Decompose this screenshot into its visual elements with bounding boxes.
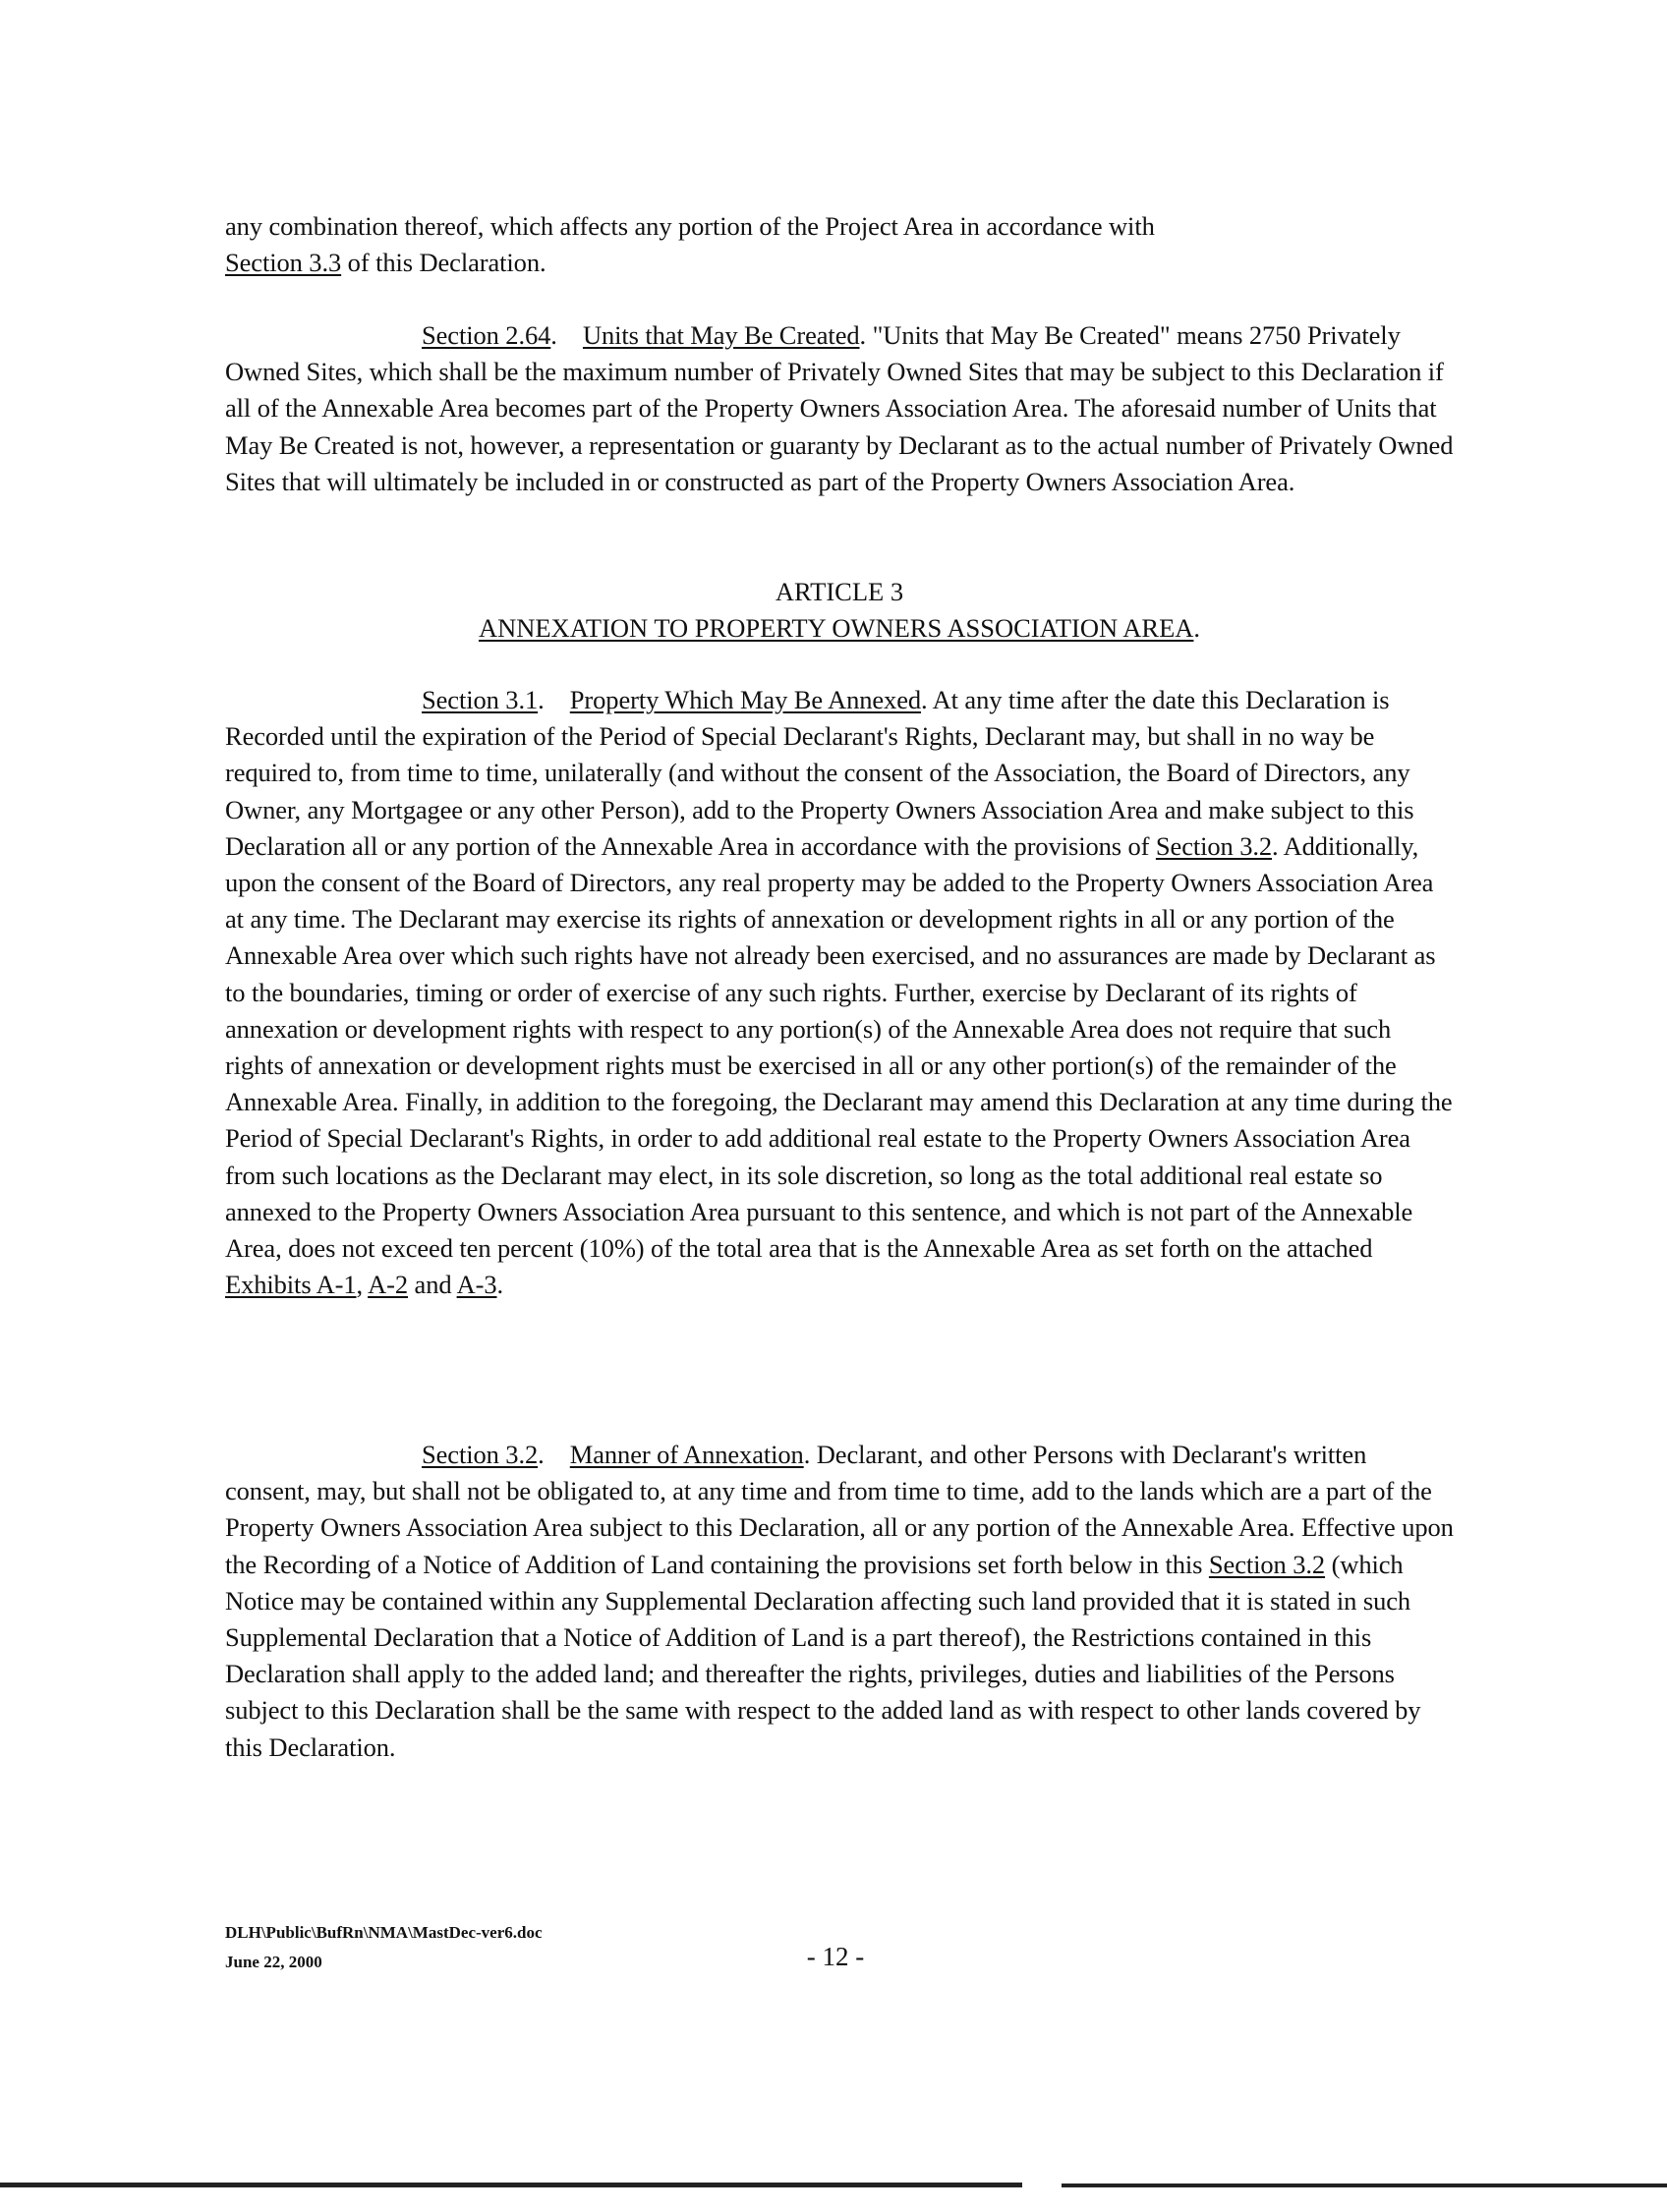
section-3-2-self-reference: Section 3.2 [1208, 1549, 1326, 1579]
exhibit-a-3-reference: A-3 [456, 1270, 497, 1300]
bottom-rule-left [0, 2183, 1022, 2187]
article-heading [225, 574, 1454, 647]
section-3-2-text-b: (which Notice may be contained within any Supplemental Declaration affecting such land provided that it is stated in such Supplemental Declaration that a Notice of Addition of Land is a part thereof), the Restrictions contained in this Declaration shall apply to the added land; and thereafter the rights, privileges, duties and liabilities of the Persons subject to this Declaration shall be the same with respect to the added land as with respect to other lands covered by this Declaration. [225, 1549, 1421, 1762]
section-3-1-number: Section 3.1 [422, 685, 539, 714]
section-2-64-text: . "Units that May Be Created" means 2750 Privately Owned Sites, which shall be the maximum number of Privately Owned Sites that may be subject to this Declaration if all of the Annexable Area becomes part of the Property Owners Association Area. The aforesaid number of Units that May Be Created is not, however, a representation or guaranty by Declarant as to the actual number of Privately Owned Sites that will ultimately be included in or constructed as part of the Property Owners Association Area. [225, 320, 1454, 496]
section-3-2-paragraph [225, 1437, 1454, 1766]
section-3-1-paragraph [225, 682, 1454, 1303]
continuation-rest: of this Declaration. [341, 248, 546, 278]
exhibit-a-1-reference: Exhibits A-1 [225, 1270, 357, 1300]
article-title-period: . [1193, 613, 1201, 644]
exhibit-a-2-reference: A-2 [368, 1270, 409, 1300]
section-2-64-title: Units that May Be Created [582, 320, 860, 350]
bottom-rule-right [1062, 2184, 1667, 2187]
footer-file-path: DLH\Public\BufRn\NMA\MastDec-ver6.doc [225, 1923, 543, 1942]
section-3-2-text-a: . Declarant, and other Persons with Declarant's written consent, may, but shall not be obligated to, at any time and from time to time, add to the lands which are a part of the Property Owners Association Area subject to this Declaration, all or any portion of the Annexable Area. Effective upon the Recording of a Notice of Addition of Land containing the provisions set forth below in this [225, 1440, 1454, 1579]
section-3-1-title: Property Which May Be Annexed [569, 685, 922, 714]
section-3-2-reference: Section 3.2 [1155, 830, 1273, 861]
page-number: - 12 - [806, 1942, 865, 1971]
section-3-1-end: . [496, 1270, 504, 1300]
section-3-2-number: Section 3.2 [422, 1440, 539, 1469]
footer-date: June 22, 2000 [225, 1953, 322, 1971]
section-3-1-text-b: . Additionally, upon the consent of the Board of Directors, any real property may be added to the Property Owners Association Area at any time. The Declarant may exercise its rights of annexation or development rights in all or any portion of the Annexable Area over which such rights have not already been exercised, and no assurances are made by Declarant as to the boundaries, timing or order of exercise of any such rights. Further, exercise by Declarant of its rights of annexation or development rights with respect to any portion(s) of the Annexable Area does not require that such rights of annexation or development rights must be exercised in all or any other portion(s) of the remainder of the Annexable Area. Finally, in addition to the foregoing, the Declarant may amend this Declaration at any time during the Period of Special Declarant's Rights, in order to add additional real estate to the Property Owners Association Area from such locations as the Declarant may elect, in its sole discretion, so long as the total additional real estate so annexed to the Property Owners Association Area pursuant to this sentence, and which is not part of the Annexable Area, does not exceed ten percent (10%) of the total area that is the Annexable Area as set forth on the attached [225, 830, 1453, 1264]
section-3-3-reference: Section 3.3 [225, 248, 342, 278]
continuation-text: any combination thereof, which affects any portion of the Project Area in accordance with [225, 211, 1155, 241]
section-3-2-separator: . [538, 1440, 570, 1469]
article-title: ANNEXATION TO PROPERTY OWNERS ASSOCIATION AREA [478, 613, 1194, 644]
section-2-64-paragraph [225, 317, 1454, 500]
exhibit-and: and [408, 1270, 457, 1300]
section-3-2-title: Manner of Annexation [569, 1440, 804, 1469]
exhibit-comma: , [356, 1270, 369, 1300]
section-2-64-number: Section 2.64 [422, 320, 551, 350]
continuation-paragraph [225, 208, 1454, 281]
section-3-1-separator: . [538, 685, 570, 714]
section-2-64-separator: . [550, 320, 583, 350]
article-number: ARTICLE 3 [775, 577, 904, 606]
section-3-1-text-a: . At any time after the date this Declaration is Recorded until the expiration of the Period of Special Declarant's Rights, Declarant may, but shall in no way be required to, from time to time, unilaterally (and without the consent of the Association, the Board of Directors, any Owner, any Mortgagee or any other Person), add to the Property Owners Association Area and make subject to this Declaration all or any portion of the Annexable Area in accordance with the provisions of [225, 685, 1414, 861]
